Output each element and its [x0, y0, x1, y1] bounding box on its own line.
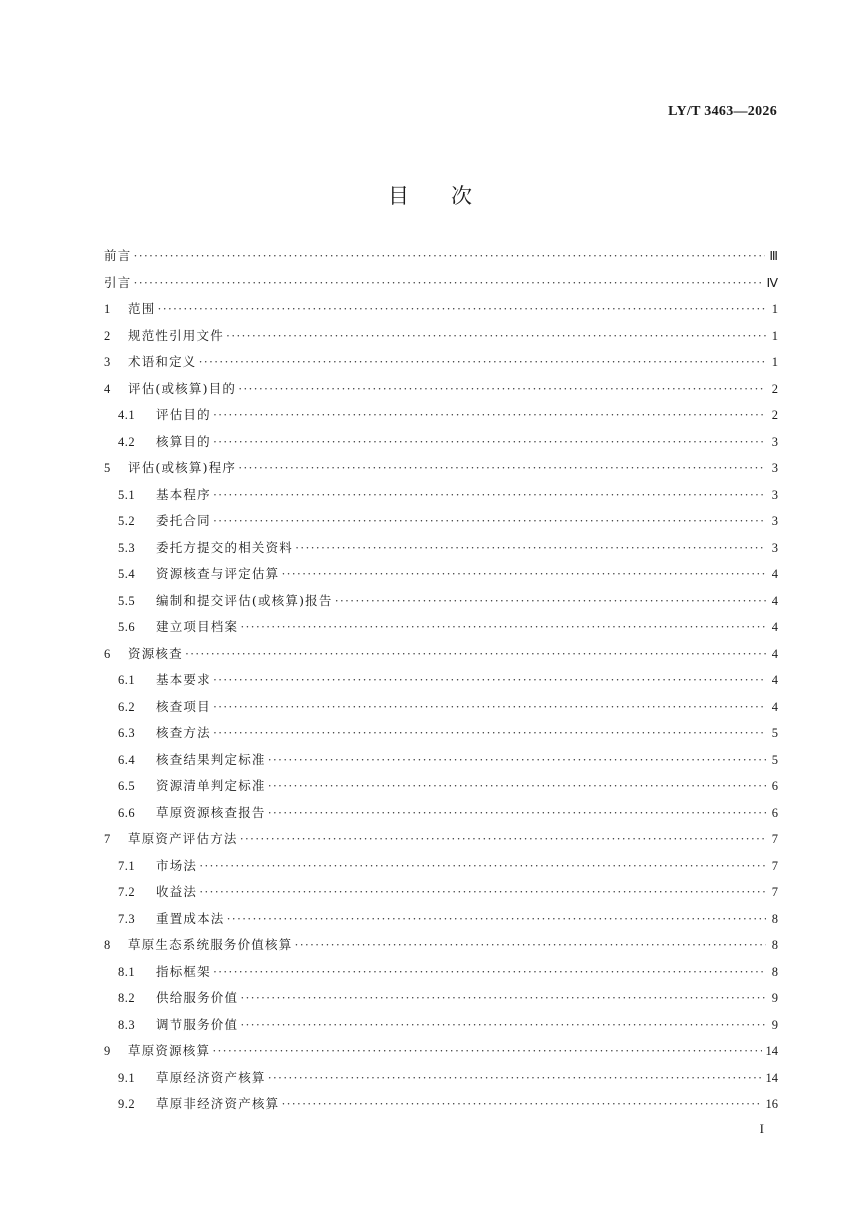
- toc-entry[interactable]: [104, 538, 778, 565]
- toc-entry[interactable]: [104, 485, 778, 512]
- toc-dot-leader: [213, 700, 766, 715]
- toc-entry-page: 14: [765, 1044, 778, 1058]
- toc-entry[interactable]: [104, 326, 778, 353]
- toc-entry-label: 核查结果判定标准: [156, 751, 266, 767]
- toc-dot-leader: [238, 461, 766, 476]
- toc-dot-leader: [213, 965, 766, 980]
- toc-entry-number: 1: [104, 302, 111, 316]
- toc-entry-number: 6.3: [118, 726, 136, 740]
- toc-entry[interactable]: [104, 882, 778, 909]
- toc-entry-page: 4: [771, 620, 778, 634]
- toc-entry[interactable]: [104, 697, 778, 724]
- toc-entry-label: 资源清单判定标准: [156, 778, 266, 793]
- toc-dot-leader: [240, 991, 766, 1006]
- toc-entry-number: 7.2: [118, 885, 136, 899]
- toc-entry[interactable]: [104, 273, 778, 300]
- toc-dot-leader: [213, 488, 766, 503]
- toc-entry-label: 建立项目档案: [156, 619, 239, 634]
- toc-entry[interactable]: [104, 617, 778, 644]
- toc-entry-page: 16: [765, 1097, 778, 1111]
- toc-entry-number: 5.6: [118, 620, 136, 634]
- toc-entry-number: 9.1: [118, 1070, 136, 1085]
- toc-entry-label: 评估目的: [156, 407, 211, 422]
- toc-entry-page: 9: [771, 1017, 778, 1032]
- toc-entry-page: Ⅲ: [769, 249, 778, 263]
- toc-entry-page: 3: [771, 461, 778, 475]
- toc-entry-label: 核查项目: [156, 698, 211, 714]
- toc-entry-label: 前言: [104, 248, 132, 263]
- toc-entry[interactable]: [104, 988, 778, 1015]
- toc-entry-label: 资源核查与评定估算: [156, 566, 280, 581]
- toc-entry-label: 草原资源核查报告: [156, 804, 266, 820]
- toc-entry-label: 委托合同: [156, 513, 211, 528]
- toc-entry-page: 8: [771, 938, 778, 952]
- toc-entry[interactable]: [104, 856, 778, 883]
- toc-entry-number: 6.6: [118, 805, 136, 820]
- toc-entry-number: 7.1: [118, 858, 136, 873]
- toc-dot-leader: [213, 726, 766, 741]
- toc-entry-page: 5: [771, 726, 778, 740]
- toc-entry[interactable]: [104, 962, 778, 989]
- table-of-contents: [104, 246, 778, 1121]
- toc-entry-page: 4: [771, 699, 778, 714]
- toc-entry-label: 供给服务价值: [156, 990, 239, 1005]
- toc-entry-page: 3: [771, 487, 778, 502]
- toc-dot-leader: [268, 806, 766, 821]
- toc-entry-number: 5: [104, 461, 111, 475]
- toc-entry-number: 5.1: [118, 487, 136, 502]
- toc-dot-leader: [238, 382, 766, 397]
- toc-entry-label: 草原资产评估方法: [128, 831, 238, 846]
- toc-entry-number: 6.1: [118, 673, 136, 687]
- toc-entry-page: 4: [771, 673, 778, 687]
- toc-entry[interactable]: [104, 776, 778, 803]
- toc-entry[interactable]: [104, 299, 778, 326]
- toc-entry-number: 5.4: [118, 567, 136, 581]
- toc-dot-leader: [185, 647, 766, 662]
- toc-entry-label: 资源核查: [128, 645, 183, 661]
- toc-entry[interactable]: [104, 564, 778, 591]
- toc-entry-number: 8.2: [118, 991, 136, 1005]
- toc-entry-page: 9: [771, 991, 778, 1005]
- toc-entry[interactable]: [104, 511, 778, 538]
- toc-entry-label: 核查方法: [156, 725, 211, 740]
- toc-dot-leader: [240, 620, 766, 635]
- toc-entry-page: 4: [771, 646, 778, 661]
- toc-dot-leader: [133, 249, 765, 264]
- toc-dot-leader: [335, 594, 766, 609]
- toc-dot-leader: [213, 435, 766, 450]
- toc-entry-label: 草原非经济资产核算: [156, 1096, 280, 1111]
- toc-entry-page: 4: [771, 567, 778, 581]
- toc-dot-leader: [240, 1018, 766, 1033]
- toc-dot-leader: [268, 779, 766, 794]
- toc-entry-page: 6: [771, 779, 778, 793]
- toc-entry-label: 核算目的: [156, 433, 211, 449]
- toc-dot-leader: [199, 355, 766, 370]
- toc-entry-label: 评估(或核算)目的: [128, 380, 237, 396]
- toc-entry-number: 6.5: [118, 779, 136, 793]
- toc-entry[interactable]: [104, 723, 778, 750]
- document-code: LY/T 3463—2026: [668, 104, 777, 119]
- toc-entry-number: 8.3: [118, 1017, 136, 1032]
- toc-entry-page: 3: [771, 434, 778, 449]
- toc-dot-leader: [213, 514, 766, 529]
- toc-entry-page: 2: [771, 408, 778, 422]
- page-number: I: [759, 1121, 764, 1136]
- toc-entry[interactable]: [104, 1041, 778, 1068]
- toc-entry-page: 8: [771, 911, 778, 926]
- toc-dot-leader: [227, 912, 766, 927]
- toc-entry-number: 4.1: [118, 408, 136, 422]
- page-title: 目次: [388, 184, 514, 208]
- toc-dot-leader: [281, 1097, 761, 1112]
- toc-entry[interactable]: [104, 935, 778, 962]
- toc-entry[interactable]: [104, 1094, 778, 1121]
- toc-dot-leader: [199, 885, 766, 900]
- toc-entry[interactable]: [104, 750, 778, 777]
- toc-entry[interactable]: [104, 803, 778, 830]
- toc-entry[interactable]: [104, 352, 778, 379]
- toc-entry[interactable]: [104, 458, 778, 485]
- toc-entry-number: 7.3: [118, 911, 136, 926]
- toc-dot-leader: [240, 832, 766, 847]
- toc-dot-leader: [294, 938, 766, 953]
- toc-entry[interactable]: [104, 379, 778, 406]
- toc-dot-leader: [213, 673, 766, 688]
- toc-entry-page: 2: [771, 381, 778, 396]
- toc-entry-label: 规范性引用文件: [128, 327, 224, 343]
- toc-dot-leader: [281, 567, 766, 582]
- toc-entry-label: 基本程序: [156, 486, 211, 502]
- toc-entry-number: 2: [104, 328, 111, 343]
- toc-entry-label: 草原经济资产核算: [156, 1069, 266, 1085]
- toc-entry[interactable]: [104, 909, 778, 936]
- toc-entry-label: 草原资源核算: [128, 1043, 211, 1058]
- toc-dot-leader: [268, 753, 766, 768]
- toc-entry-label: 草原生态系统服务价值核算: [128, 937, 293, 952]
- toc-entry-page: 7: [771, 832, 778, 846]
- toc-entry-page: 1: [771, 355, 778, 369]
- toc-entry-number: 6.2: [118, 699, 136, 714]
- toc-entry-page: Ⅳ: [766, 275, 778, 290]
- toc-entry-label: 调节服务价值: [156, 1016, 239, 1032]
- toc-entry[interactable]: [104, 670, 778, 697]
- toc-dot-leader: [212, 1044, 761, 1059]
- toc-dot-leader: [157, 302, 766, 317]
- toc-entry-label: 编制和提交评估(或核算)报告: [156, 592, 333, 608]
- toc-entry-label: 基本要求: [156, 672, 211, 687]
- toc-entry-page: 5: [771, 752, 778, 767]
- toc-entry-number: 5.2: [118, 514, 136, 528]
- toc-dot-leader: [295, 541, 766, 556]
- toc-entry-number: 4.2: [118, 434, 136, 449]
- toc-entry-label: 重置成本法: [156, 910, 225, 926]
- toc-entry-page: 6: [771, 805, 778, 820]
- toc-entry-number: 5.5: [118, 593, 136, 608]
- toc-entry-number: 9: [104, 1044, 111, 1058]
- toc-entry-page: 3: [771, 514, 778, 528]
- toc-entry[interactable]: [104, 405, 778, 432]
- toc-dot-leader: [226, 329, 766, 344]
- toc-entry-number: 9.2: [118, 1097, 136, 1111]
- toc-entry-number: 8: [104, 938, 111, 952]
- toc-dot-leader: [213, 408, 766, 423]
- toc-entry-label: 市场法: [156, 857, 198, 873]
- toc-entry-number: 7: [104, 832, 111, 846]
- toc-entry-label: 术语和定义: [128, 354, 197, 369]
- toc-entry[interactable]: [104, 829, 778, 856]
- toc-entry-label: 引言: [104, 274, 132, 290]
- toc-entry-number: 6: [104, 646, 111, 661]
- toc-entry-number: 4: [104, 381, 111, 396]
- toc-entry-page: 7: [771, 858, 778, 873]
- toc-entry-page: 4: [771, 593, 778, 608]
- toc-entry-page: 14: [765, 1070, 778, 1085]
- toc-entry-label: 范围: [128, 301, 156, 316]
- toc-entry[interactable]: [104, 1068, 778, 1095]
- toc-entry[interactable]: [104, 432, 778, 459]
- toc-entry-label: 收益法: [156, 884, 198, 899]
- toc-entry-number: 5.3: [118, 540, 136, 555]
- toc-entry[interactable]: [104, 644, 778, 671]
- toc-entry[interactable]: [104, 591, 778, 618]
- toc-entry-page: 8: [771, 964, 778, 979]
- toc-entry-page: 1: [771, 302, 778, 316]
- toc-entry-number: 3: [104, 355, 111, 369]
- toc-entry-label: 指标框架: [156, 963, 211, 979]
- toc-entry-number: 8.1: [118, 964, 136, 979]
- toc-entry-number: 6.4: [118, 752, 136, 767]
- toc-entry-page: 3: [771, 540, 778, 555]
- toc-entry-page: 7: [771, 885, 778, 899]
- toc-entry[interactable]: [104, 246, 778, 273]
- toc-entry-label: 评估(或核算)程序: [128, 460, 237, 475]
- toc-entry[interactable]: [104, 1015, 778, 1042]
- toc-dot-leader: [199, 859, 766, 874]
- toc-dot-leader: [133, 276, 762, 291]
- toc-dot-leader: [268, 1071, 762, 1086]
- toc-entry-label: 委托方提交的相关资料: [156, 539, 294, 555]
- toc-entry-page: 1: [771, 328, 778, 343]
